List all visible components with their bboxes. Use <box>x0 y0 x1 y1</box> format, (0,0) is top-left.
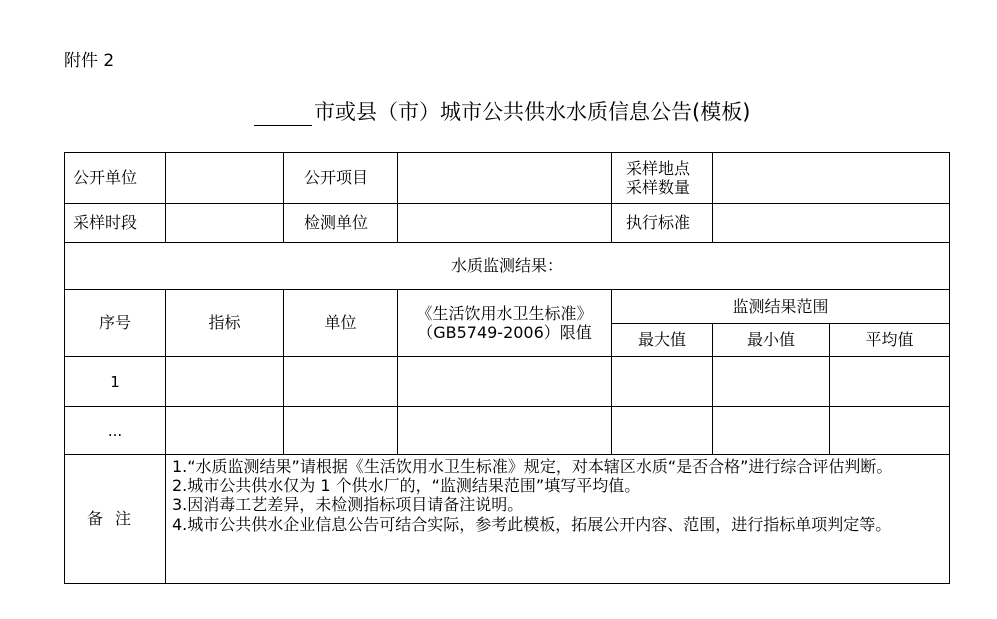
column-header-row-1 <box>65 290 950 324</box>
item-value <box>398 153 612 204</box>
col-unit: 单位 <box>284 290 398 357</box>
info-row-1 <box>65 153 950 204</box>
table-row <box>65 357 950 407</box>
page-title <box>254 96 750 126</box>
col-result-range: 监测结果范围 <box>612 290 950 324</box>
note-item-2: 2.城市公共供水仅为 1 个供水厂的，“监测结果范围”填写平均值。 <box>172 476 641 496</box>
table-row <box>65 407 950 455</box>
attachment-label: 附件 2 <box>64 51 115 71</box>
note-item-1: 1.“水质监测结果”请根据《生活饮用水卫生标准》规定，对本辖区水质“是否合格”进行综合评估判断。 <box>172 457 893 476</box>
testing-unit-label: 检测单位 <box>284 204 398 243</box>
note-item-3: 3.因消毒工艺差异，未检测指标项目请备注说明。 <box>172 495 524 515</box>
city-name-blank <box>254 101 312 126</box>
notes-content <box>166 455 950 584</box>
row-seq: 1 <box>65 357 166 407</box>
sampling-location-count-cell <box>612 153 713 204</box>
sampling-location-label: 采样地点 <box>626 158 691 178</box>
sampling-value <box>713 153 950 204</box>
col-standard-line2: （GB5749-2006）限值 <box>417 323 592 342</box>
col-indicator: 指标 <box>166 290 284 357</box>
publisher-value <box>166 153 284 204</box>
results-heading-row <box>65 243 950 290</box>
item-label: 公开项目 <box>284 153 398 204</box>
col-min: 最小值 <box>713 324 830 357</box>
row-seq: ... <box>65 407 166 455</box>
results-heading: 水质监测结果： <box>65 243 950 290</box>
publisher-label: 公开单位 <box>65 153 166 204</box>
sampling-count-label: 采样数量 <box>626 178 691 197</box>
col-seq: 序号 <box>65 290 166 357</box>
sampling-period-label: 采样时段 <box>65 204 166 243</box>
info-row-2 <box>65 204 950 243</box>
col-avg: 平均值 <box>830 324 950 357</box>
col-standard-limit <box>398 290 612 357</box>
testing-unit-value <box>398 204 612 243</box>
note-item-4: 4.城市公共供水企业信息公告可结合实际，参考此模板，拓展公开内容、范围，进行指标单项判定等。 <box>172 514 892 534</box>
standard-label: 执行标准 <box>612 204 713 243</box>
col-standard-line1: 《生活饮用水卫生标准》 <box>416 303 593 323</box>
col-max: 最大值 <box>612 324 713 357</box>
notes-label: 备注 <box>65 455 166 584</box>
sampling-period-value <box>166 204 284 243</box>
standard-value <box>713 204 950 243</box>
title-text: 市或县（市）城市公共供水水质信息公告(模板) <box>314 100 751 124</box>
notes-row <box>65 455 950 584</box>
notice-table <box>64 152 950 584</box>
